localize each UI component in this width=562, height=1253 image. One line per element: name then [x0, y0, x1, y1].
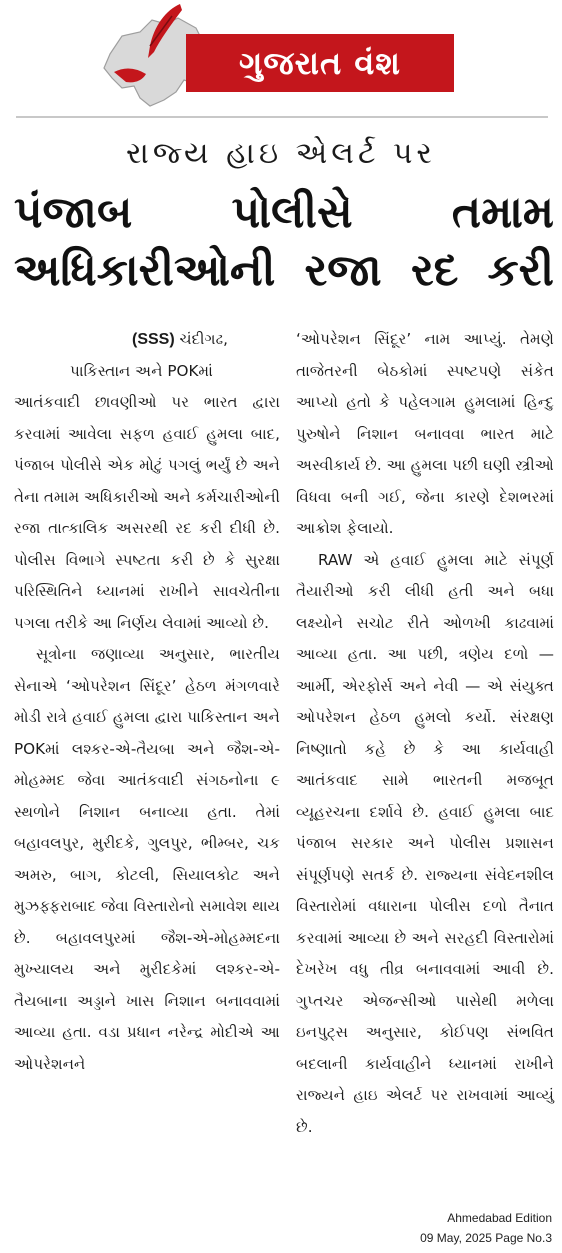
dateline	[14, 324, 280, 356]
paragraph-1-opening: પાકિસ્તાન અને POKમાં	[70, 361, 213, 380]
paragraph-1: આતંકવાદી છાવણીઓ પર ભારત દ્વારા કરવામાં આવેલા સફળ હવાઈ હુમલા બાદ, પંજાબ પોલીસે એક મોટું પગલું ભર્યું છે અને તેના તમામ અધિકારીઓ અને કર્મચારીઓની રજા તાત્કાલિક અસરથી રદ કરી દીધી છે. પોલીસ વિભાગે સ્પષ્ટતા કરી છે કે સુરક્ષા પરિસ્થિતિને ધ્યાનમાં રાખીને સાવચેતીના પગલા તરીકે આ નિર્ણય લેવામાં આવ્યો છે.	[14, 393, 281, 632]
divider	[16, 116, 548, 118]
headline-line-2: અધિકારીઓની રજા રદ કરી	[14, 245, 554, 296]
paragraph-2: સૂત્રોના જણાવ્યા અનુસાર, ભારતીય સેનાએ ‘ઓપરેશન સિંદૂર’ હેઠળ મંગળવારે મોડી રાત્રે હવાઈ હુમલા દ્વારા પાકિસ્તાન અને POKમાં લશ્કર-એ-તૈયબા અને જૈશ-એ-મોહમ્મદ જેવા આતંકવાદી સંગઠનોના ૯ સ્થળોને નિશાન બનાવ્યા હતા. તેમાં બહાવલપુર, મુરીદકે, ગુલપુર, ભીમ્બર, ચક અમરુ, બાગ, કોટલી, સિયાલકોટ અને મુઝફ્ફરાબાદ જેવા વિસ્તારોનો સમાવેશ થાય છે. બહાવલપુરમાં જૈશ-એ-મોહમ્મદના મુખ્યાલય અને મુરીદકેમાં લશ્કર-એ-તૈયબાના અડ્ડાને ખાસ નિશાન બનાવવામાં આવ્યા હતા. વડા પ્રધાન નરેન્દ્ર મોદીએ આ ઓપરેશનને	[14, 645, 280, 1073]
article-headline	[14, 184, 554, 300]
masthead	[0, 0, 562, 118]
article-column-right	[296, 324, 554, 1143]
agency-tag: (SSS)	[132, 331, 175, 348]
paragraph-4: RAW એ હવાઈ હુમલા માટે સંપૂર્ણ તૈયારીઓ કરી લીધી હતી અને બધા લક્ષ્યોને સચોટ રીતે ઓળખી કાઢવામાં આવ્યા હતા. આ પછી, ત્રણેય દળો — આર્મી, એરફોર્સ અને નેવી — એ સંયુક્ત ઓપરેશન હેઠળ હુમલો કર્યો. સંરક્ષણ નિષ્ણાતો કહે છે કે આ કાર્યવાહી આતંકવાદ સામે ભારતની મજબૂત વ્યૂહરચના દર્શાવે છે. હવાઈ હુમલા બાદ પંજાબ સરકાર અને પોલીસ પ્રશાસન સંપૂર્ણપણે સતર્ક છે. રાજ્યના સંવેદનશીલ વિસ્તારોમાં વધારાના પોલીસ દળો તૈનાત કરવામાં આવ્યા છે અને સરહદી વિસ્તારોમાં દેખરેખ વધુ તીવ્ર બનાવવામાં આવી છે. ગુપ્તચર એજન્સીઓ પાસેથી મળેલા ઇનપુટ્સ અનુસાર, કોઈપણ સંભવિત બદલાની કાર્યવાહીને ધ્યાનમાં રાખીને રાજ્યને હાઇ એલર્ટ પર રાખવામાં આવ્યું છે.	[296, 550, 554, 1136]
brand-name: ગુજરાત વંશ	[239, 43, 401, 82]
edition-name: Ahmedabad Edition	[447, 1211, 552, 1225]
article-column-left	[14, 324, 280, 1080]
headline-line-1: પંજાબ પોલીસે તમામ	[14, 187, 554, 238]
paragraph-3: ‘ઓપરેશન સિંદૂર’ નામ આપ્યું. તેમણે તાજેતરની બેઠકોમાં સ્પષ્ટપણે સંકેત આપ્યો હતો કે પહેલગામ હુમલામાં હિન્દુ પુરુષોને નિશાન બનાવવા ભારત માટે અસ્વીકાર્ય છે. આ હુમલા પછી ઘણી સ્ત્રીઓ વિધવા બની ગઈ, જેના કારણે દેશભરમાં આક્રોશ ફેલાયો.	[296, 330, 554, 537]
quill-pen-icon	[142, 2, 186, 62]
edition-date-page: 09 May, 2025 Page No.3	[420, 1231, 552, 1245]
article-kicker: રાજ્ય હાઇ એલર્ટ પર	[126, 136, 436, 171]
dateline-city: ચંદીગઢ,	[174, 330, 228, 348]
brand-banner	[186, 34, 454, 92]
edition-footer	[420, 1208, 552, 1248]
